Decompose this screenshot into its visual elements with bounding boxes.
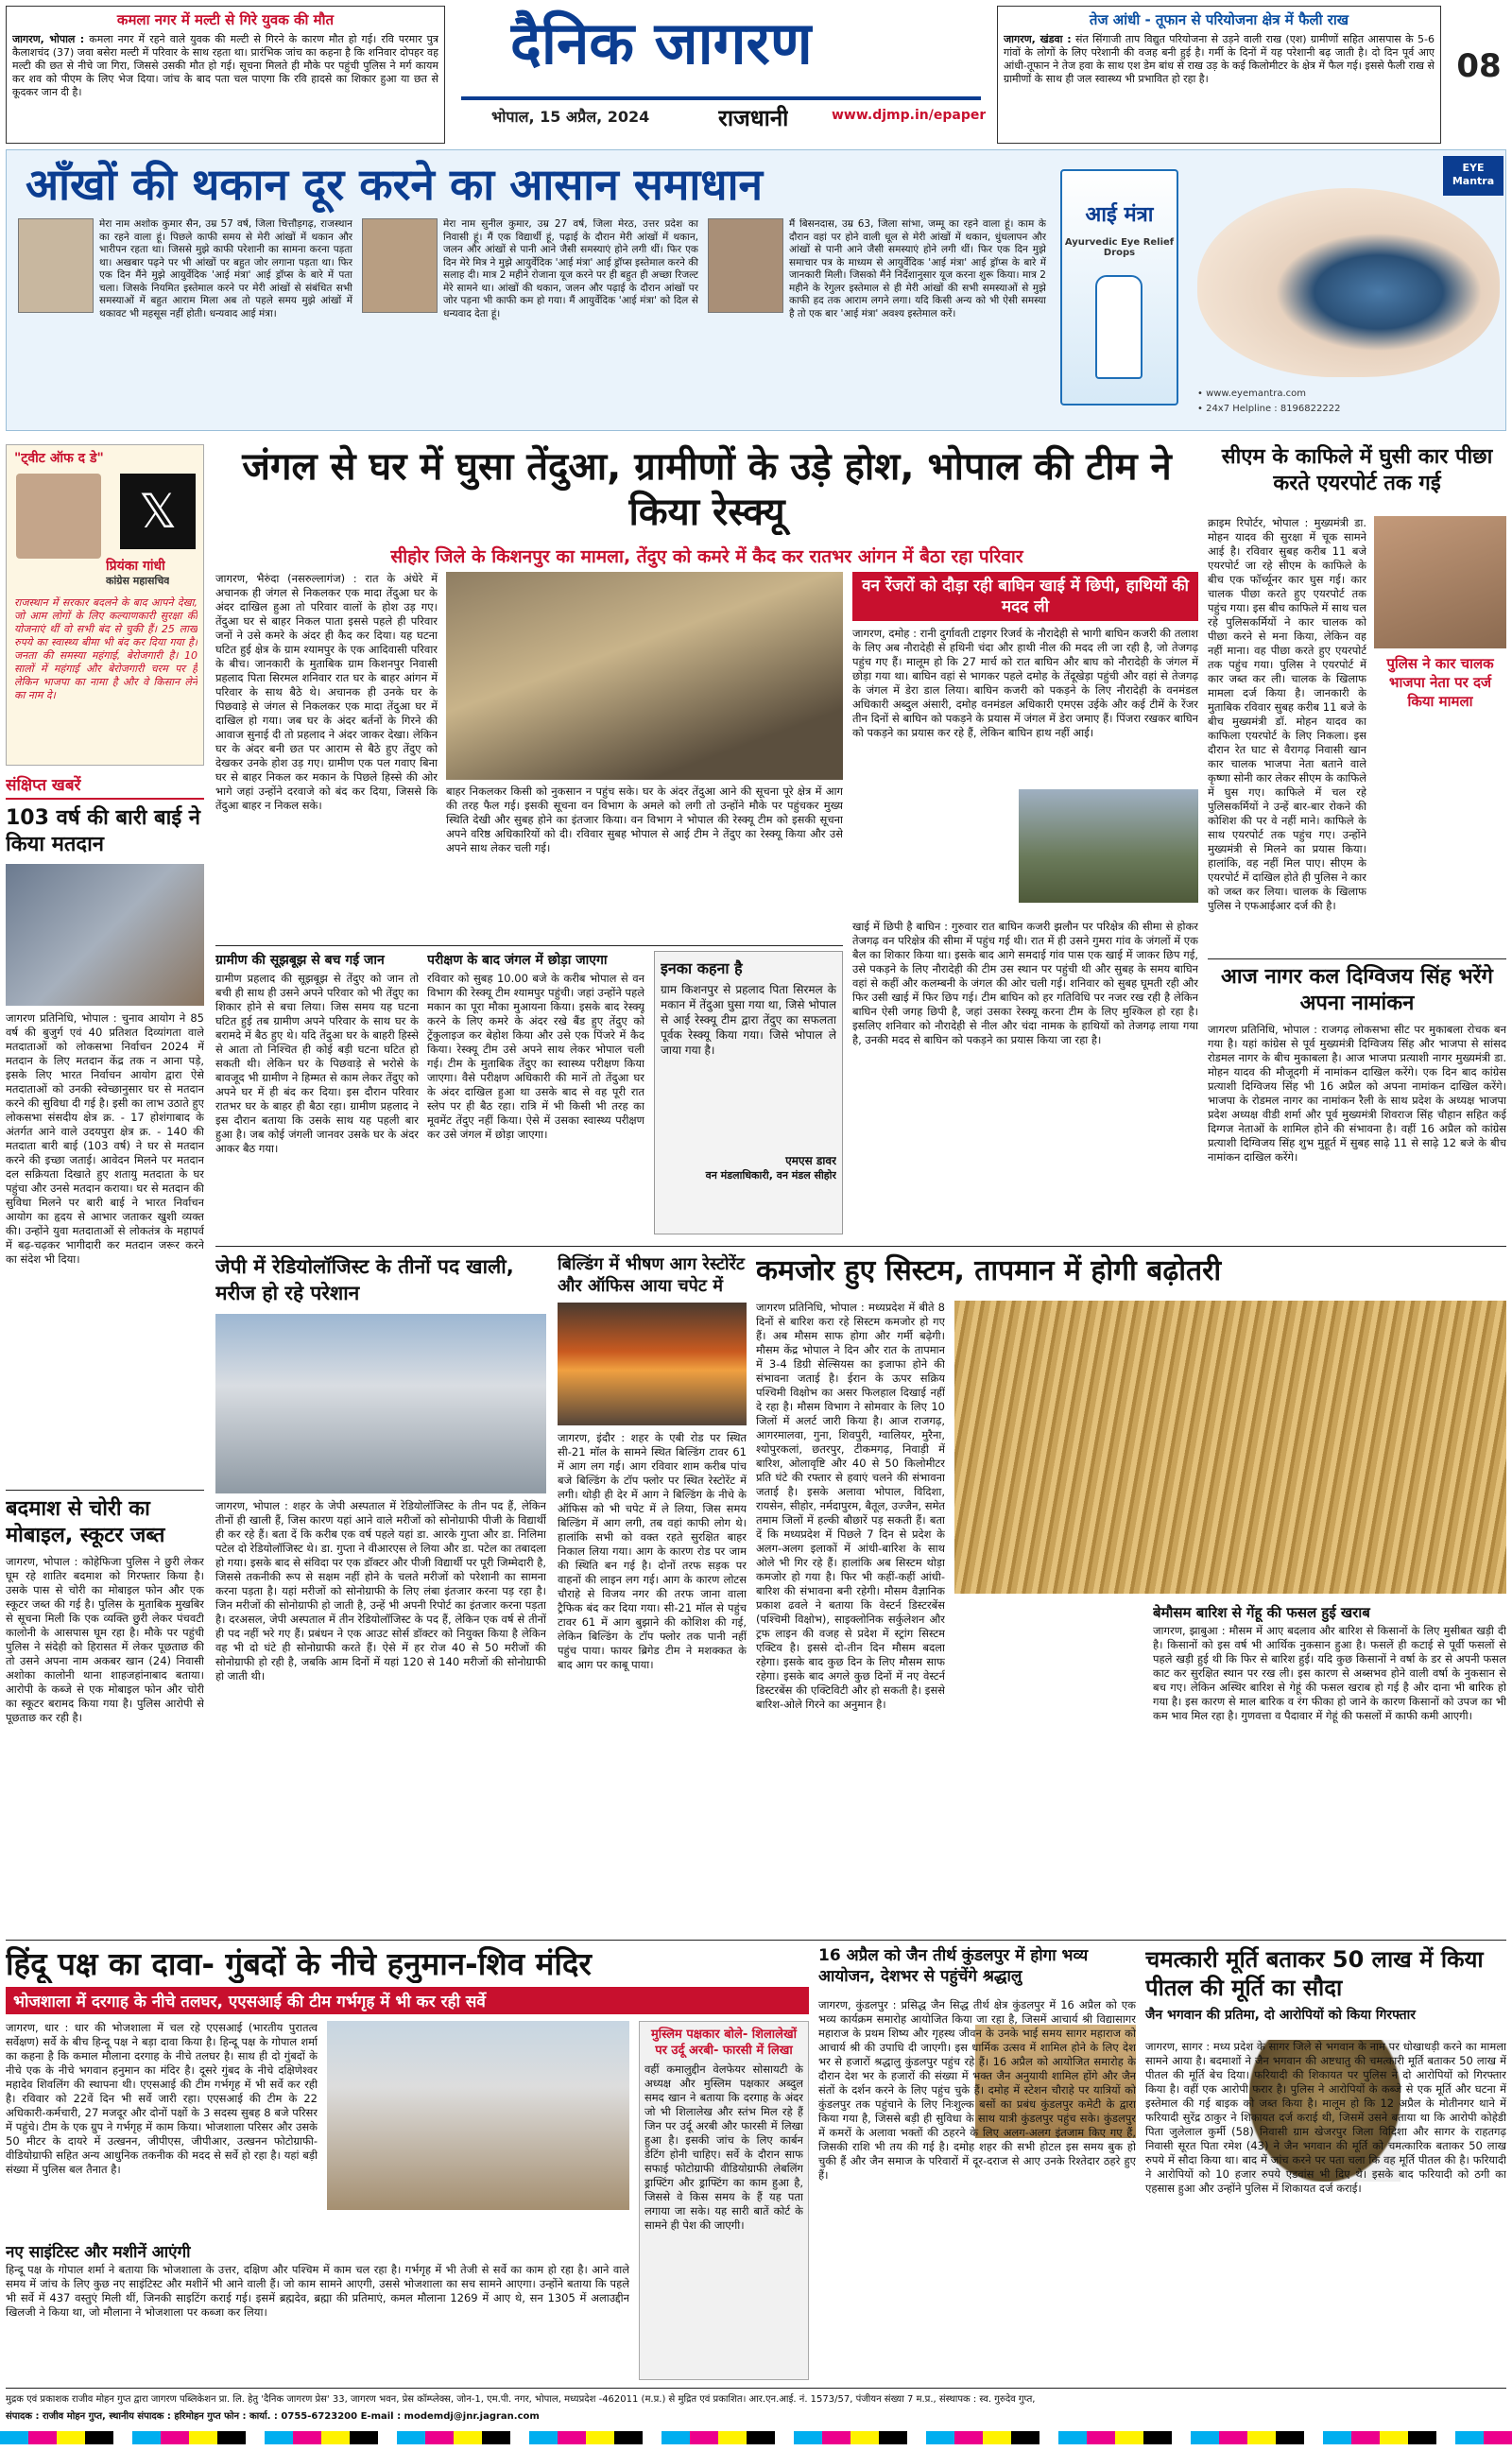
cm-photo-caption: पुलिस ने कार चालक भाजपा नेता पर दर्ज किया मामला: [1386, 655, 1494, 710]
lead-body-3: रविवार को सुबह 10.00 बजे के करीब भोपाल से वन विभाग की रेस्क्यू टीम श्यामपुर पहुंची। जहां उन्होंने पहले मकान का पूरा मौका मुआयना किया। इसके बाद रेस्क्यू करने के लिए कमरे के अंदर रखे बैंड हुए तेंदुए को ट्रेंकुलाइज कर बेहोश किया और उसे एक पिंजरे में कैद किया। रेस्क्यू टीम उसे अपने साथ लेकर भोपाल चली गई। टीम के मुताबिक तेंदुए का स्वास्थ्य परीक्षण किया जाएगा। वैसे परीक्षण अधिकारी की मानें तो तेंदुआ घर के अंदर दाखिल हुआ था उसके बाद से वह पूरी रात स्लेप पर ही बैठ रहा। रात्रि में भी किसी भी तरह का मूवमेंट तेंदुए नहीं किया। ऐसे में उसका स्वास्थ्य परीक्षण कर उसे जंगल में छोड़ा जाएगा।: [427, 972, 644, 1141]
top-right-brief: [997, 6, 1441, 144]
product-sub: Ayurvedic Eye Relief Drops: [1064, 237, 1175, 258]
masthead: [454, 4, 988, 146]
testimonial-photo-3: [708, 218, 783, 313]
elephant-photo: [1019, 789, 1198, 903]
lead-body-2: ग्रामीण प्रहलाद की सूझबूझ से तेंदुए को जान तो बची ही साथ ही उसने अपने परिवार को भी तेंदुए का शिकार होने से बचा लिया। जिस समय यह घटना घटित हुई तब ग्रामीण अपने परिवार के साथ घर के बरामदे में बैठ हुए थे। यदि तेंदुआ घर के बाहरी हिस्से से आता तो निश्चित ही कोई बड़ी घटना घटित हो सकती थी। लेकिन घर के पिछवाड़े से भरोसे के बावजूद भी ग्रामीण ने हिम्मत से काम लेकर तेंदुए को अपने घर में ही बंद कर दिया। इस दौरान परिवार रातभर घर के बाहर ही बैठा रहा। ग्रामीण प्रहलाद ने इस दौरान बताया कि उसके साथ यह पहली बार हुआ है। जब कोई जंगली जानवर उसके घर के अंदर आकर बैठ गया।: [215, 972, 419, 1155]
divider: [215, 945, 843, 946]
muslim-side-box: [639, 2021, 809, 2380]
lead-headline: जंगल से घर में घुसा तेंदुआ, ग्रामीणों के उड़े होश, भोपाल की टीम ने किया रेस्क्यू: [242, 445, 1172, 534]
idol-body: जागरण, सागर : मध्य प्रदेश के सागर जिले से भगवान के नाम पर धोखाधड़ी करने का मामला सामने आया है। बदमाशों ने जैन भगवान की अष्टधातु की चमत्कारी मूर्ति बताकर 50 लाख में पीतल की मूर्ति बेच दिया। फरियादी की शिकायत पर पुलिस ने दो आरोपियों को गिरफ्तार किया है। वहीं एक आरोपी फरार है। पुलिस ने आरोपियों के कब्जे से एक मूर्ति और घटना में इस्तेमाल की गई बाइक को जब्त किया है। मालूम हो कि 12 अप्रैल के मोतीनगर थाने में फरियादी सुरेंद्र ठाकुर ने शिकायत दर्ज कराई थी, जिसमें उसने बताया था कि आरोपी कोहेडी पिता जुलेलाल कुर्मी (58) निवासी ग्राम खेजरपुर जिला विदिशा और सागर के राहतगढ़ निवासी सूरत पिता रमेश (43) ने जैन भगवान की मूर्ति को चमत्कारिक बताकर 50 लाख रुपये में सौदा किया था। बाद में जांच करने पर पता चला कि वह मूर्ति पीतल की है। फरियादी ने आरोपियों को 10 हजार रुपये एडवांस भी दिए थे। इसके बाद फरियादी को ठगी का एहसास हुआ और उन्होंने पुलिस में शिकायत दर्ज कराई।: [1145, 2040, 1506, 2195]
wheat-field-photo: [954, 1301, 1506, 1594]
new-scientist-headline: नए साइंटिस्ट और मशीनें आएंगी: [6, 2243, 191, 2262]
tigress-headline-box: [852, 572, 1198, 621]
jain-event-story: [818, 1945, 1136, 2380]
tigress-headline: वन रेंजरों को दौड़ा रही बाघिन खाई में छिपी, हाथियों की मदद ली: [862, 577, 1189, 616]
ad-site: • www.eyemantra.com: [1197, 388, 1306, 399]
masthead-edition: राजधानी: [718, 105, 789, 131]
lead-photo-caption: बाहर निकलकर किसी को नुकसान न पहुंच सके। घर के अंदर तेंदुआ आने की सूचना पूरे क्षेत्र में आग की तरह फैल गई। इसकी सूचना वन विभाग के अमले को लगी तो उन्होंने मौके पर पहुंचकर मुख्य स्थिति देखी और सुबह होने का इंतजार किया। वन विभाग ने भोपाल की रेस्क्यू टीम को इसकी सूचना अपने वरिष्ठ अधिकारियों को दी। रविवार सुबह भोपाल से आई टीम ने तेंदुए का रेस्क्यू किया और उसे अपने साथ लेकर चली गई।: [446, 785, 843, 854]
digvijay-story: [1208, 964, 1506, 1238]
bhojshala-headline: हिंदू पक्ष का दावा- गुंबदों के नीचे हनुमान-शिव मंदिर: [6, 1945, 592, 1982]
masthead-date: भोपाल, 15 अप्रैल, 2024: [491, 108, 650, 126]
testimonial-photo-2: [362, 218, 438, 313]
cm-headline: सीएम के काफिले में घुसी कार पीछा करते एयरपोर्ट तक गई: [1221, 445, 1493, 495]
top-left-dateline: जागरण, भोपाल :: [12, 33, 85, 45]
divider: [6, 2388, 1506, 2389]
bhojshala-deck-box: [6, 1987, 809, 2014]
fire-body: जागरण, इंदौर : शहर के एबी रोड पर स्थित सी-21 मॉल के सामने स्थित बिल्डिंग टावर 61 में आग लग गई। आग रविवार शाम करीब पांच बजे बिल्डिंग के टॉप फ्लोर पर स्थित रेस्टोरेंट में लगी। थोड़ी ही देर में आग ने बिल्डिंग के नीचे के ऑफिस को भी चपेट में ले लिया, जिस समय बिल्डिंग में आग लगी, तब वहां काफी लोग थे। हालांकि सभी को वक्त रहते सुरक्षित बाहर निकाल लिया गया। आग के कारण रोड पर जाम की स्थिति बन गई है। दोनों तरफ सड़क पर वाहनों की लाइन लग गई। आग के कारण लोटस चौराहे से विजय नगर की तरफ जाना वाला ट्रैफिक बंद कर दिया गया। सी-21 मॉल से पहुंच टावर 61 में आग बुझाने की कोशिश की गई, लेकिन बिल्डिंग के टॉप फ्लोर तक पानी नहीं पहुंच पाया। फायर ब्रिगेड टीम ने मशक्कत के बाद आग पर काबू पाया।: [558, 1431, 747, 1671]
product-brand: आई मंत्रा: [1085, 203, 1154, 227]
cm-convoy-story: [1208, 444, 1506, 955]
digvijay-body: जागरण प्रतिनिधि, भोपाल : राजगढ़ लोकसभा सीट पर मुकाबला रोचक बन गया है। यहां कांग्रेस से पूर्व मुख्यमंत्री दिग्विजय सिंह और भाजपा से सांसद रोडमल नागर के बीच मुकाबला है। आज भाजपा प्रत्याशी नागर मुख्यमंत्री डा. मोहन यादव की मौजूदगी में नामांकन दाखिल करेंगे। एक दिन बाद कांग्रेस प्रत्याशी दिग्विजय सिंह भी 16 अप्रैल को अपना नामांकन दाखिल करेंगे। भाजपा के रोडमल नागर का नामांकन रैली के साथ प्रदेश के अध्यक्ष भाजपा प्रदेश अध्यक्ष वीडी शर्मा और पूर्व मुख्यमंत्री शिवराज सिंह चौहान सहित कई दिग्गज नेताओं के शामिल होने की संभावना है। वहीं 16 अप्रैल को कांग्रेस प्रत्याशी दिग्विजय सिंह शुभ मुहूर्त में सुबह साढ़े 11 से साढ़े 12 बजे के बीच नामांकन दाखिल करेंगे।: [1208, 1023, 1506, 1164]
top-right-dateline: जागरण, खंडवा :: [1004, 33, 1072, 45]
idol-deck: जैन भगवान की प्रतिमा, दो आरोपियों को किया गिरफ्तार: [1145, 2008, 1416, 2023]
lead-deck: सीहोर जिले के किशनपुर का मामला, तेंदुए को कमरे में कैद कर रातभर आंगन में बैठा रहा परिवार: [390, 546, 1023, 567]
ad-helpline: • 24x7 Helpline : 8196822222: [1197, 404, 1341, 414]
divider: [215, 1246, 1506, 1247]
top-left-body: [12, 33, 438, 145]
testimonial-text-3: मैं बिसनदास, उम्र 63, जिला सांभा, जम्मू का रहने वाला हूं। काम के दौरान वहां पर होने वाली धूल से मेरी आंखों में थकान, धुंधलापन और आंखों से पानी आने जैसी समस्याएं होने लगी थीं। फिर एक दिन मुझे समाचार पत्र के माध्यम से आयुर्वेदिक 'आई मंत्रा' आई ड्रॉप्स के बारे में जानकारी मिली। जिसको मैंने निर्देशानुसार यूज करना शुरू किया। मात्र 2 महीने के रेगुलर इस्तेमाल से ही मेरी आंखों की सभी समस्याओं से मुझे काफी हद तक आराम लगने लगा। यदि किसी अन्य को भी ऐसी समस्या है तो एक बार 'आई मंत्रा' अवश्य इस्तेमाल करें।: [789, 218, 1046, 319]
jain-body: जागरण, कुंडलपुर : प्रसिद्ध जैन सिद्ध तीर्थ क्षेत्र कुंडलपुर में 16 अप्रैल को एक भव्य कार्यक्रम समारोह आयोजित किया जा रहा है, जिसमें आचार्य श्री विद्यासागर महाराज के प्रथम शिष्य और गृहस्थ जीवन के उनके भाई समय सागर महाराज को आचार्य श्री की उपाधि दी जाएगी। इस धार्मिक उत्सव में शामिल होने के लिए देश भर से हजारों श्रद्धालु कुंडलपुर पहुंच रहे हैं। 16 अप्रैल को आयोजित समारोह के दौरान देश भर के हजारों की संख्या में भक्त जैन अनुयायी शामिल होंगे और जैन संतों के दर्शन करने के लिए पहुंच चुके हैं। दमोह में स्टेशन चौराहे पर यात्रियों को कुंडलपुर तक पहुंचाने के लिए निःशुल्क बसों का प्रबंध कुंडलपुर कमेटी के द्वारा किया गया है, जिससे बड़ी ही सुविधा के साथ यात्री कुंडलपुर पहुंच सके। कुंडलपुर में कमरों के अलावा भक्तों की ठहरने के लिए अलग-अलग इंतजाम किए गए हैं, जिसकी राशि भी तय की गई है। दमोह शहर की सभी होटल इस समय बुक हो चुकी हैं और जैन समाज के परिवारों में दूर-दराज से आए उनके रिश्तेदार ठहरे हुए हैं।: [818, 1998, 1136, 2182]
tweet-title: "ट्वीट ऑफ द डे": [14, 451, 104, 466]
lead-body-1: जागरण, भैरुंदा (नसरुल्लागंज) : रात के अंधेरे में अचानक ही जंगल से निकलकर एक मादा तेंदुआ घर के अंदर दाखिल हुआ तो परिवार वालों के होश उड़ गए। तेंदुआ घर से बाहर निकल पाता इससे पहले ही परिवार जनों ने उसे कमरे के अंदर ही कैद कर दिया। यह घटना घटित हुई क्षेत्र के ग्राम श्यामपुर के एक आदिवासी परिवार के बीच। जानकारी के मुताबिक ग्राम किशनपुर निवासी प्रहलाद पिता सिरमल शनिवार रात घर के बाहर आंगन में परिवार के साथ बैठे थे। अचानक ही उनके घर के पिछवाड़े से जंगल से निकलकर एक मादा तेंदुआ घर में दाखिल हो गया। जब घर के अंदर बर्तनों के गिरने की आवाज सुनाई दी तो प्रहलाद ने अंदर जाकर देखा। लेकिन घर के अंदर बनी छत पर आराम से बैठे हुए तेंदुए को देखकर उनके होश उड़ गए। ग्रामीण एक पल गवाए बिना घर से बाहर निकल कर मकान के पिछले हिस्से की ओर भागे जहां उन्होंने दरवाजे को बंद कर दिया, जिससे कि तेंदुआ बाहर न निकल सके।: [215, 572, 438, 812]
tweet-body: राजस्थान में सरकार बदलने के बाद आपने देखा, जो आम लोगों के लिए कल्याणकारी सुरक्षा की योजनाएं थीं वो सभी बंद से चुकी हैं। 25 लाख रुपये का स्वास्थ्य बीमा भी बंद कर दिया गया है। जनता की समस्या महंगाई, बेरोजगारी है। 10 सालों में महंगाई और बेरोजगारी चरम पर है लेकिन भाजपा का नामा है और वे किसान लेने का नाम दे।: [14, 596, 198, 701]
eye-closeup-image: [1197, 188, 1500, 377]
tigress-story: [852, 572, 1198, 1235]
brief-headline-1: 103 वर्ष की बारी बाई ने किया मतदान: [6, 806, 200, 856]
tweet-role: कांग्रेस महासचिव: [106, 575, 170, 587]
tweet-of-the-day: [6, 444, 204, 766]
lead-sub-2: परीक्षण के बाद जंगल में छोड़ा जाएगा: [427, 953, 608, 968]
leopard-photo: [446, 572, 843, 780]
x-logo-icon: 𝕏: [120, 474, 196, 549]
color-registration-bar: [0, 2431, 1512, 2444]
product-box: [1060, 169, 1178, 406]
wheat-headline: बेमौसम बारिश से गेंहू की फसल हुई खराब: [1153, 1604, 1370, 1621]
fire-headline: बिल्डिंग में भीषण आग रेस्टोरेंट और ऑफिस आया चपेट में: [558, 1254, 745, 1296]
quote-author: एमएस डावर: [785, 1154, 836, 1167]
lead-headline-box: [215, 444, 1198, 534]
indore-fire-story: [558, 1253, 747, 1915]
testimonial-text-1: मेरा नाम अशोक कुमार सैन, उम्र 57 वर्ष, जिला चित्तौड़गढ़, राजस्थान का रहने वाला हूं। पिछले काफी समय से मेरी आंखों में थकान और भारीपन रहता था। जिससे मुझे काफी परेशानी का सामना करना पड़ता था। अखबार पढ़ने पर भी आंखों पर बहुत जोर लगाना पड़ता था। फिर एक दिन मैंने मुझे आयुर्वेदिक 'आई मंत्रा' आई ड्रॉप्स के बारे में पता चला। जिसके नियमित इस्तेमाल करने पर मेरी आंखों से संबंधित सभी समस्याओं में बहुत आराम मिला अब तो पहले समय मुझे आंखों में थकावट भी महसूस नहीं होती। धन्यवाद आई मंत्रा।: [99, 218, 352, 319]
cm-photo: [1374, 516, 1506, 648]
tweet-author: प्रियंका गांधी: [106, 559, 165, 574]
weather-headline: कमजोर हुए सिस्टम, तापमान में होगी बढ़ोतरी: [756, 1254, 1222, 1287]
testimonial-text-2: मेरा नाम सुनील कुमार, उम्र 27 वर्ष, जिला मेरठ, उत्तर प्रदेश का निवासी हूं। मैं एक विद्यार्थी हूं, पढ़ाई के दौरान मेरी आंखों में थकान, जलन और आंखों से पानी आने जैसी समस्याएं होने लगी थीं। फिर एक दिन मेरे मित्र ने मुझे आयुर्वेदिक 'आई मंत्रा' आई ड्रॉप्स इस्तेमाल करने की सलाह दी। मात्र 2 महीने रोजाना यूज करने पर ही बहुत ही अच्छा रिजल्ट मेरे सामने था। आंखों की थकान, जलन और पढ़ाई के दौरान आंखों पर जोर पड़ना भी काफी कम हो गया। मैं आयुर्वेदिक 'आई मंत्रा' को दिल से धन्यवाद देता हूं।: [443, 218, 698, 319]
brief-label: संक्षिप्त खबरें: [6, 773, 204, 800]
page-number: 08: [1456, 47, 1502, 85]
idol-headline: चमत्कारी मूर्ति बताकर 50 लाख में किया पीतल की मूर्ति का सौदा: [1145, 1946, 1484, 2001]
brief-body-2: जागरण, भोपाल : कोहेफिजा पुलिस ने छुरी लेकर घूम रहे शातिर बदमाश को गिरफ्तार किया है। उसके पास से चोरी का मोबाइल फोन और एक स्कूटर जब्त की गई है। पुलिस के मुताबिक मुखबिर से सूचना मिली कि एक व्यक्ति छुरी लेकर पंचवटी कालोनी के आसपास घूम रहा है। मौके पर पहुंची पुलिस ने संदेही को हिरासत में लेकर पूछताछ की तो उसने अपना नाम अकबर खान (24) निवासी अशोका कालोनी थाना शाहजहांनाबाद बताया। आरोपी के कब्जे से एक मोबाइल फोन और चोरी का स्कूटर बरामद किया गया है। पुलिस आरोपी से पूछताछ कर रही है।: [6, 1555, 204, 1724]
voting-photo: [6, 864, 204, 1006]
cm-body: क्राइम रिपोर्टर, भोपाल : मुख्यमंत्री डा. मोहन यादव की सुरक्षा में चूक सामने आई है। रविवार सुबह करीब 11 बजे एयरपोर्ट जा रहे सीएम के काफिले के बीच एक फॉर्च्यूनर कार घुस गई। कार चालक पीछा करते हुए एयरपोर्ट तक पहुंच गया। इस बीच काफिले में साथ चल रहे पुलिसकर्मियों ने कार चालक को पीछा करने से मना किया, लेकिन वह नहीं माना। वह पीछा करते हुए एयरपोर्ट तक पहुंच गया। पुलिस ने एयरपोर्ट में कार जब्त कर ली। चालक के खिलाफ मामला दर्ज किया है। जानकारी के मुताबिक रविवार सुबह करीब 11 बजे के बीच मुख्यमंत्री डॉ. मोहन यादव का काफिला एयरपोर्ट के लिए निकला। इस दौरान रेत घाट से वैरागढ़ निवासी खान कार चालक भाजपा नेता बताने वाले कृष्णा सोनी कार लेकर सीएम के काफिले में घुस गए। काफिले में चल रहे पुलिसकर्मियों ने उन्हें बार-बार रोकने की कोशिश की पर वे नहीं माने। काफिले के साथ एयरपोर्ट तक पहुंच गए। उन्होंने मुख्यमंत्री से मिलने का प्रयास किया। हालांकि, वह नहीं मिल पाए। सीएम के एयरपोर्ट में दाखिल होते ही पुलिस ने कार को जब्त कर लिया। चालक के खिलाफ पुलिस ने एफआईआर दर्ज की है।: [1208, 516, 1366, 912]
top-right-body: [1004, 33, 1435, 145]
imprint-line-1: मुद्रक एवं प्रकाशक राजीव मोहन गुप्त द्वारा जागरण पब्लिकेशन प्रा. लि. हेतु 'दैनिक जागरण प्रेस' 33, जागरण भवन, प्रेस कॉम्प्लेक्स, जोन-1, एम.पी. नगर, भोपाल, मध्यप्रदेश -462011 (म.प्र.) से मुद्रित एवं प्रकाशित। आर.एन.आई. नं. 1573/57, पंजीयन संख्या 7 म.प्र., संस्थापक : स्व. गुरुदेव गुप्त,: [6, 2394, 1036, 2405]
brief-body-1: जागरण प्रतिनिधि, भोपाल : चुनाव आयोग ने 85 वर्ष की बुजुर्ग एवं 40 प्रतिशत दिव्यांगता वाले मतदाताओं को लोकसभा निर्वाचन 2024 में मतदान के लिए मतदान केंद्र तक न आना पड़े, इसके लिए भारत निर्वाचन आयोग द्वारा ऐसे मतदाताओं को उनकी स्वेच्छानुसार घर से मतदान करने की सुविधा दी गई है। इसी का लाभ उठाते हुए लोकसभा संसदीय क्षेत्र क्र. - 17 होशंगाबाद के अंतर्गत आने वाले उदयपुरा क्षेत्र क्र. - 140 की मतदाता बारी बाई (103 वर्ष) ने घर से मतदान करने की इच्छा जताई। आवेदन मिलने पर मतदान दल सक्रियता दिखाते हुए शतायु मतदाता के घर पहुंचा और उनसे मतदान कराया। घर से मतदान की सुविधा मिलने पर बारी बाई ने भारत निर्वाचन आयोग का हृदय से आभार जताकर खुशी व्यक्त की। उन्होंने युवा मतदाताओं से लोकतंत्र के महापर्व में बढ़-चढ़कर भागीदारी कर मतदान जरूर करने का संदेश भी दिया।: [6, 1011, 204, 1266]
top-right-headline: तेज आंधी - तूफान से परियोजना क्षेत्र में फैली राख: [1089, 11, 1349, 28]
wheat-body: जागरण, झाबुआ : मौसम में आए बदलाव और बारिश से किसानों के लिए मुसीबत खड़ी दी है। किसानों को इस वर्ष भी आर्थिक नुकसान हुआ है। फसलें ही कटाई से पूर्वी फसलों से पहले खड़ी हुई थी कि फिर से बारिश हुई। यदि कुछ किसानों ने वर्षा के डर से अपनी फसल काट कर सुरक्षित स्थान पर रख ली। इस कारण से अब्सभव होने वाली वर्षा के नुकसान से बच गए। लेकिन अस्थिर बारिश से गेहूं की फसल खराब हो गई है और दाना भी बारिक हो गया है। इस कारण से माल बारिक व रंग फीका हो जाने के कारण किसानों को उपज का भी कम भाव मिल रहा है। गुणवत्ता व पैदावार में गेहूं की फसलों में काफी कमी आएगी।: [1153, 1624, 1506, 1722]
divider: [6, 1490, 204, 1491]
jp-body: जागरण, भोपाल : शहर के जेपी अस्पताल में रेडियोलॉजिस्ट के तीन पद हैं, लेकिन तीनों ही खाली हैं, जिस कारण यहां आने वाले मरीजों को सोनोग्राफी पीजी के विद्यार्थी ही कर रहे हैं। बता दें कि करीब एक वर्ष पहले यहां डा. आरके गुप्ता और डा. निलिमा पटेल दो रेडियोलॉजिस्ट थे। डा. गुप्ता ने वीआरएस ले लिया और डा. पटेल का तबादला हो गया। इसके बाद से संविदा पर एक डॉक्टर और पीजी विद्यार्थी पर पूरी जिम्मेदारी है, जिससे तकनीकी रूप से सक्षम नहीं होने के चलते मरीजों को परेशानी का सामना करना पड़ता है। यहां मरीजों को सोनोग्राफी के लिए लंबा इंतजार करना पड़ रहा है। जिन मरीजों की सोनोग्राफी हो जाती है, उन्हें भी अपनी रिपोर्ट का इंतजार करना पड़ता है। दरअसल, जेपी अस्पताल में तीन रेडियोलॉजिस्ट के पद हैं, लेकिन एक वर्ष से तीनों ही पद नहीं भरे गए हैं। प्रबंधन ने एक आउट सोर्स डॉक्टर को नियुक्त किया है लेकिन वह भी दो घंटे ही सोनोग्राफी करते हैं। ऐसे में हर रोज 40 से 50 मरीजों की सोनोग्राफी हो रही है, जबकि आम दिनों में यहां 120 से 140 मरीजों की सोनोग्राफी हो जाती थी।: [215, 1499, 546, 1683]
eye-mantra-ad: [6, 149, 1506, 431]
masthead-title: दैनिक जागरण: [510, 9, 813, 78]
muslim-body: वहीं कमालुद्दीन वेलफेयर सोसायटी के अध्यक्ष और मुस्लिम पक्षकार अब्दुल समद खान ने बताया कि दरगाह के अंदर जो भी शिलालेख और स्तंभ मिल रहे हैं जिन पर उर्दू अरबी और फारसी में लिखा हुआ है। इसकी जांच के लिए कार्बन डेटिंग होनी चाहिए। सर्वे के दौरान साफ सफाई फोटोग्राफी वीडियोग्राफी लेबलिंग ड्राफ्टिंग और ड्राफ्टिंग का काम हुआ है, जिससे वे किस समय के हैं यह पता लगाया जा सके। यह सारी बातें कोर्ट के सामने ही पेश की जाएगी।: [644, 2063, 803, 2232]
top-left-brief: [6, 6, 445, 144]
masthead-rule: [461, 96, 981, 100]
quote-author-role: वन मंडलाधिकारी, वन मंडल सीहोर: [705, 1169, 836, 1182]
top-left-headline: कमला नगर में मल्टी से गिरे युवक की मौत: [116, 11, 335, 28]
idol-fraud-story: [1145, 1945, 1506, 2380]
bhojshala-deck: भोजशाला में दरगाह के नीचे तलघर, एएसआई की टीम गर्भगृह में भी कर रही सर्वे: [13, 1993, 486, 2011]
epaper-link[interactable]: www.djmp.in/epaper: [832, 108, 987, 123]
bhojshala-photo: [327, 2021, 629, 2210]
quote-text: ग्राम किशनपुर से प्रहलाद पिता सिरमल के मकान में तेंदुआ घुसा गया था, जिसे भोपाल से आई रेस्क्यू टीम द्वारा तेंदुए का सफलता पूर्वक रेस्क्यू किया गया। जिसे भोपाल ले जाया गया है।: [661, 983, 836, 1057]
jain-headline: 16 अप्रैल को जैन तीर्थ कुंडलपुर में होगा भव्य आयोजन, देशभर से पहुंचेंगे श्रद्धालु: [818, 1946, 1089, 1986]
divider: [1208, 958, 1506, 959]
quote-box: [654, 951, 843, 1234]
brief-news-column: [6, 773, 204, 1936]
ad-headline: आँखों की थकान दूर करने का आसान समाधान: [26, 159, 764, 210]
lead-sub-1: ग्रामीण की सूझबूझ से बच गई जान: [215, 953, 385, 968]
bhojshala-body: जागरण, धार : धार की भोजशाला में चल रहे एएसआई (भारतीय पुरातत्व सर्वेक्षण) सर्वे के बीच हिन्दू पक्ष ने बड़ा दावा किया है। हिन्दू पक्ष के गोपाल शर्मा का कहना है कि कमाल मौलाना दरगाह के नीचे तलघर है। साथ ही दो गुंबदों के नीचे एक के नीचे भगवान हनुमान का मंदिर है। दूसरे गुंबद के नीचे दक्षिणेश्वर महादेव शिवलिंग की स्थापना थी। एएसआई की टीम गर्भगृह में भी सर्वे कर रही है। रविवार को 22वें दिन भी सर्वे जारी रहा। एएसआई की टीम के 22 अधिकारी-कर्मचारी, 27 मजदूर और दोनों पक्षों के 3 सदस्य सुबह 8 बजे परिसर में पहुंचे। टीम के एक ग्रुप ने गर्भगृह में काम किया। भोजशाला परिसर और उसके 50 मीटर के दायरे में उत्खनन, जीपीएस, जीपीआर, उत्खनन फोटोग्राफी-वीडियोग्राफी सहित अन्य आधुनिक तकनीक की मदद से सर्वे हो रहा है। यहां बड़ी संख्या में पुलिस बल तैनात है।: [6, 2021, 318, 2176]
jp-headline: जेपी में रेडियोलॉजिस्ट के तीनों पद खाली, मरीज हो रहे परेशान: [215, 1255, 514, 1304]
brief-headline-2: बदमाश से चोरी का मोबाइल, स्कूटर जब्त: [6, 1497, 165, 1547]
testimonial-photo-1: [18, 218, 94, 313]
priyanka-photo: [16, 474, 101, 559]
weather-body: जागरण प्रतिनिधि, भोपाल : मध्यप्रदेश में बीते 8 दिनों से बारिश करा रहे सिस्टम कमजोर हो गए हैं। अब मौसम साफ होगा और गर्मी बढ़ेगी। मौसम केंद्र भोपाल ने दिन और रात के तापमान में 3-4 डिग्री सेल्सियस का इजाफा होने की संभावना जताई है। ईरान के ऊपर सक्रिय पश्चिमी विक्षोभ का असर फिलहाल दिखाई नहीं दे रहा है। मौसम विभाग ने सोमवार के लिए 10 जिलों में अलर्ट जारी किया है। आज राजगढ़, आगरमालवा, गुना, शिवपुरी, ग्वालियर, मुरैना, श्योपुरकलां, छतरपुर, टीकमगढ़, निवाड़ी में बारिश, ओलावृष्टि और 40 से 50 किलोमीटर प्रति घंटे की रफ्तार से हवाएं चलने की संभावना जताई है। इसके अलावा भोपाल, विदिशा, रायसेन, सीहोर, नर्मदापुरम, बैतूल, उज्जैन, समेत तमाम जिलों में हल्की बौछारें पड़ सकती हैं। बता दें कि मध्यप्रदेश में पिछले 7 दिन से प्रदेश के अलग-अलग इलाकों में आंधी-बारिश के साथ ओले भी गिर रहे हैं। हालांकि अब सिस्टम थोड़ा कमजोर हो गया है। फिर भी कहीं-कहीं आंधी-बारिश की संभावना बनी रहेगी। मौसम वैज्ञानिक प्रकाश ढवले ने बताया कि वेस्टर्न डिस्टरबेंस (पश्चिमी विक्षोभ), साइक्लोनिक सर्कुलेशन और ट्रफ लाइन की वजह से प्रदेश में स्ट्रांग सिस्टम एक्टिव है। इससे दो-तीन दिन मौसम बदला रहेगा। इसके बाद कुछ दिन के लिए मौसम साफ रहेगा। इसके बाद अगले कुछ दिनों में नए वेस्टर्न डिस्टरबेंस की एक्टिविटी और हो सकती है। इससे बारिश-ओले गिरने का अनुमान है।: [756, 1301, 945, 1711]
bhojshala-story: [6, 1945, 809, 2380]
divider: [6, 1940, 1506, 1941]
imprint-line-2: संपादक : राजीव मोहन गुप्त, स्थानीय संपादक : हरिमोहन गुप्त फोन : कार्या. : 0755-6723200 E-mail : modemdj@jnr.jagran.com: [6, 2411, 540, 2422]
tigress-body-2: खाई में छिपी है बाघिन : गुरुवार रात बाघिन कजरी झलौन पर परिक्षेत्र की सीमा से होकर तेजगढ़ वन परिक्षेत्र की सीमा में पहुंच गई थी। रात में ही उसने गुमरा गांव के जंगलों में एक बैल का शिकार किया था। इसके बाद आगे समदाई गांव पास एक खाई में जाकर छिप गई, उसे पकड़ने के लिए नौरादेही की टीम उस स्थान पर पहुंची थी और सुबह के समय बाघिन वहां से कहीं और कलम्बनी के जंगल की ओर चली गई। शनिवार को सुबह घूमती रही और फिर उसी खाई में फिर छिप गई। टीम बाघिन को हर गतिविधि पर नजर रख रही है लेकिन बाघिन ऐसी जगह छिपी है, जहां उसका रेस्क्यू करना टीम के लिए मुश्किल हो रहा है। इसलिए शनिवार को नौरादेही से नील और चंदा नामक के हाथियों को तेजगढ़ लाया गया है, उनकी मदद से बाघिन को पकड़ने का प्रयास किया जा रहा है।: [852, 920, 1198, 1046]
top-left-text: कमला नगर में रहने वाले युवक की मल्टी से गिरने के कारण मौत हो गई। रवि परमार पुत्र कैलाशचंद (37) जवा बसेरा मल्टी में परिवार के साथ रहता था। प्रारंभिक जांच का कहना है कि शनिवार दोपहर वह मल्टी की छत से नीचे जा गिरा, जिससे उसकी मौत हो गई। सूचना मिलते ही मौके पर पहुंची पुलिस ने मर्ग कायम कर शव को पीएम के लिए भेज दिया। जांच के बाद पता चल पाएगा कि रवि हादसे का शिकार हुआ या छत से कूदकर जान दी है।: [12, 33, 438, 98]
muslim-headline: मुस्लिम पक्षकार बोले- शिलालेखों पर उर्दू अरबी- फारसी में लिखा: [651, 2028, 797, 2058]
top-right-text: संत सिंगाजी ताप विद्युत परियोजना से उड़ने वाली राख (एश) ग्रामीणों सहित आसपास के 5-6 गांवों के लोगों के लिए परेशानी की वजह बनी हुई है। गर्मी के दिनों में यह परेशानी बढ़ जाती है। दो दिन पूर्व आए आंधी-तूफान ने तेज हवा के साथ एश डेम बांध से राख उड़ के कई किलोमीटर के क्षेत्र में फैल गई। इससे फैली राख से ग्रामीणों के साथ ही जल स्वास्थ्य भी प्रभावित हो रहा है।: [1004, 33, 1435, 85]
dropper-bottle-icon: [1095, 275, 1143, 379]
tigress-body-1: जागरण, दमोह : रानी दुर्गावती टाइगर रिजर्व के नौरादेही से भागी बाघिन कजरी की तलाश के लिए अब नौरादेही से हथिनी चंदा और हाथी नील की मदद ली जा रही है, जो तेजगढ़ पहुंच गए हैं। मालूम हो कि 27 मार्च को रात बाघिन और बाघ को नौरादेही के जंगल में छोड़ा गया था। बाघिन वहां से भागकर पहले दमोह के तेंदूखेड़ा पहुंची और वहां से तेजगढ़ के जंगल में डेरा डाल लिया। बाघिन कजरी को पकड़ने के लिए नौरादेही के वनमंडल अधिकारी अब्दुल अंसारी, दमोह वनमंडल अधिकारी एमएस उईके और कई टीमें के रेंजर तीन दिनों से बाघिन को पकड़ने के प्रयास में जंगल में डेरा जमाए हैं। पिंजरा रखकर बाघिन को पकड़ने का प्रयास कर रहे हैं, लेकिन बाघिन हाथ नहीं आई।: [852, 627, 1198, 739]
weather-story: [756, 1253, 1506, 1915]
quote-title: इनका कहना है: [661, 959, 743, 977]
new-scientist-body: हिन्दू पक्ष के गोपाल शर्मा ने बताया कि भोजशाला के उत्तर, दक्षिण और पश्चिम में काम चल रहा है। गर्भगृह में भी तेजी से सर्वे का काम हो रहा है। आने वाले समय में जांच के लिए कुछ नए साइंटिस्ट और मशीनें भी आने वाली हैं। जो काम सामने आएगी, उससे भोजशाला का सच सामने आएगा। उन्होंने बताया कि पहले भी सर्वे में 437 वस्तुएं मिली थीं, जिनकी साइटिंग कराई गई। इसमें ब्रह्मदेव, ब्रह्मा की प्रतिमाएं, कमल मौलाना 1269 में आए थे, सन 1305 में अलाउद्दीन खिलजी ने किया था, जो मौलाना ने भोजशाला पर कब्जा कर लिया।: [6, 2263, 629, 2319]
jp-hospital-photo: [215, 1314, 546, 1493]
jp-hospital-story: [215, 1253, 546, 1896]
fire-photo: [558, 1303, 747, 1425]
ad-logo: EYE Mantra: [1443, 156, 1503, 196]
digvijay-headline: आज नागर कल दिग्विजय सिंह भरेंगे अपना नामांकन: [1221, 965, 1493, 1015]
